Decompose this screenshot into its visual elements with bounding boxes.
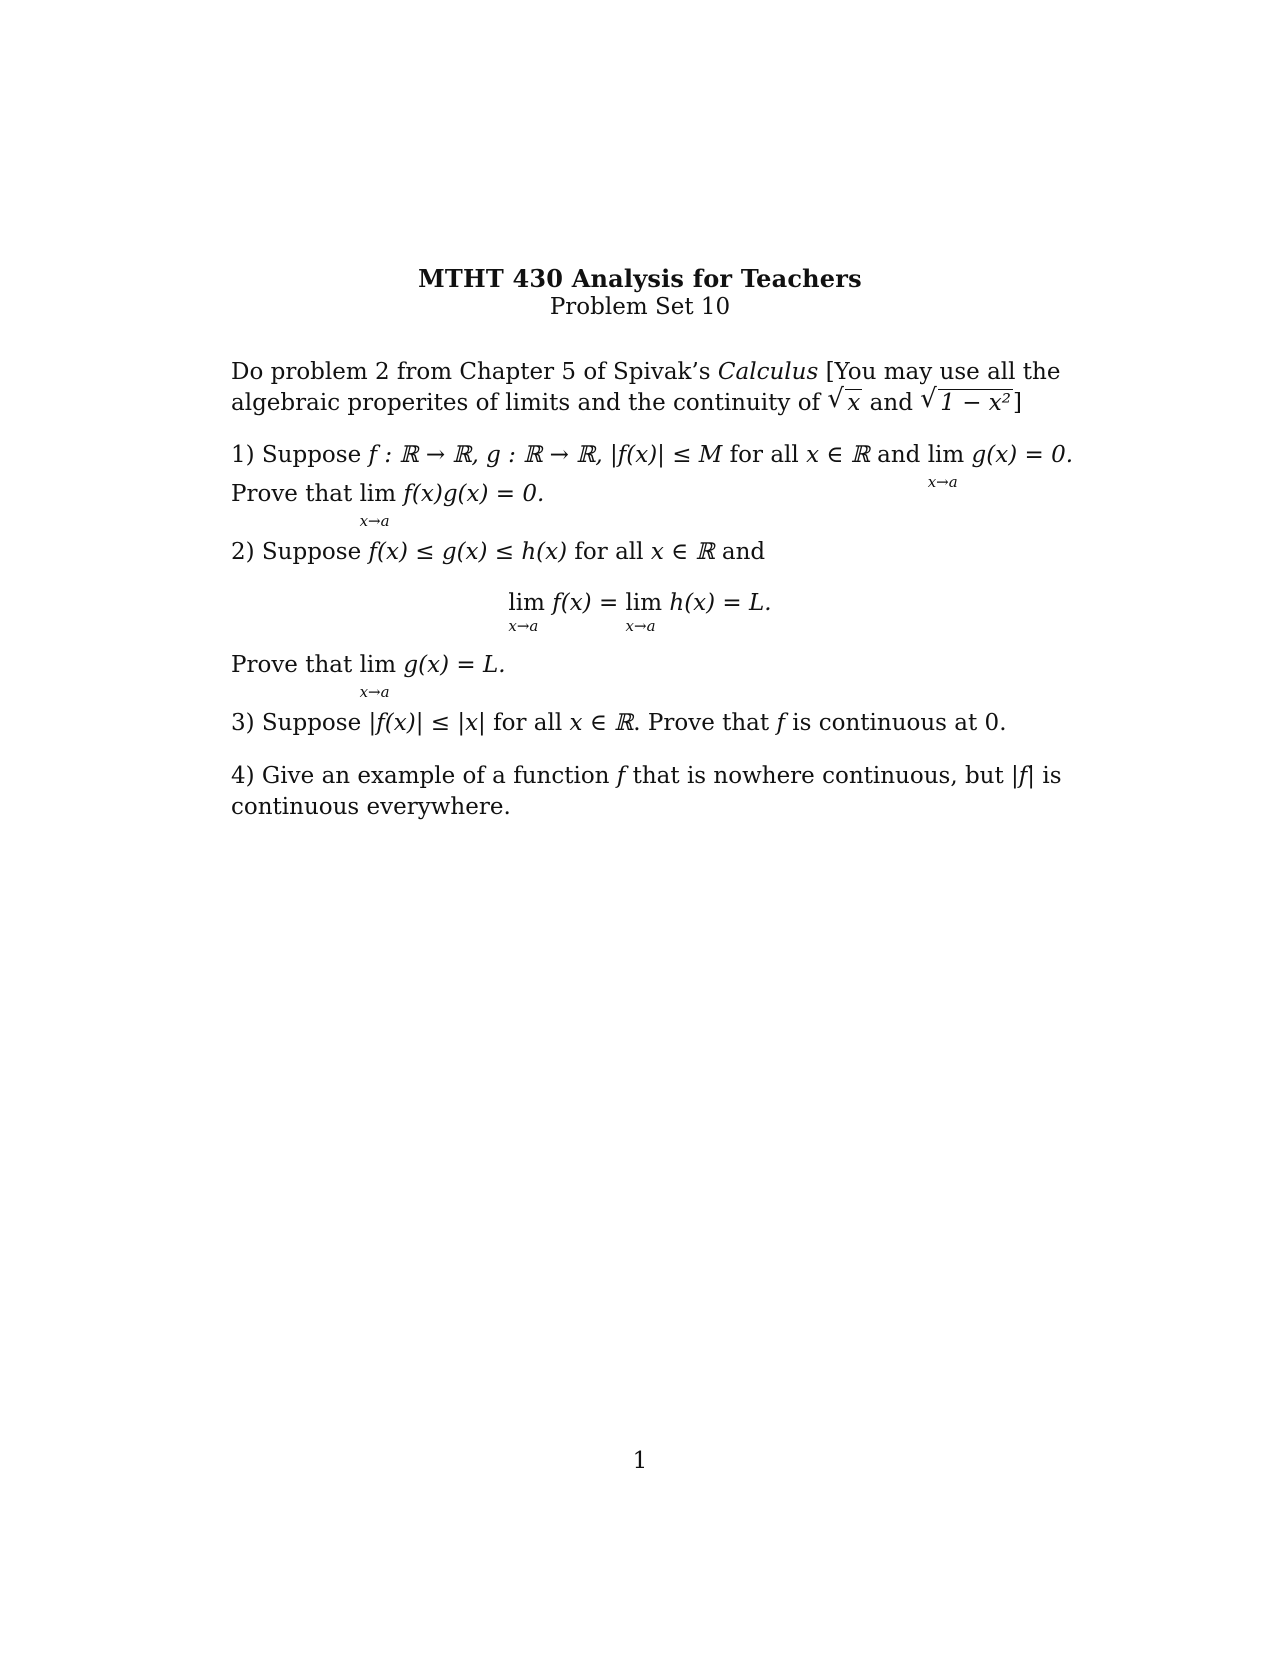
limit-operator: lim x→a (359, 481, 397, 530)
squeeze-equation: lim x→a f(x) = lim x→a h(x) = L. (508, 590, 772, 635)
intro-line-2 (231, 384, 1045, 419)
problem-4-line-2: continuous everywhere. (231, 794, 511, 820)
problem-3 (231, 708, 1045, 739)
intro-text: Do problem 2 from Chapter 5 of Spivak’s (231, 359, 718, 385)
problem-2 (231, 537, 1045, 568)
problem-1 (231, 440, 1074, 530)
intro-text: algebraic properites of limits and the continuity of (231, 390, 828, 416)
sqrt-x: √ x (827, 384, 861, 416)
limit-operator: lim x→a (508, 590, 545, 635)
page-number: 1 (632, 1448, 648, 1474)
problem-2-prove (231, 650, 1045, 701)
problem-3-line: 3) Suppose |f(x)| ≤ |x| for all x ∈ ℝ. Prove that f is continuous at 0. (231, 710, 1007, 736)
limit-operator: lim x→a (359, 652, 397, 701)
intro-text: [You may use all the (818, 359, 1061, 385)
document-title: MTHT 430 Analysis for Teachers (418, 264, 862, 293)
sqrt-one-minus-x-squared: √ 1 − x² (920, 384, 1011, 416)
problem-1-line-2: Prove that lim x→a f(x)g(x) = 0. (231, 481, 545, 530)
book-title: Calculus (717, 359, 819, 385)
problem-4 (231, 761, 1062, 823)
problem-4-line-1: 4) Give an example of a function f that is nowhere continuous, but |f| is (231, 763, 1062, 789)
document-subtitle: Problem Set 10 (549, 294, 731, 320)
problem-2-line-1: 2) Suppose f(x) ≤ g(x) ≤ h(x) for all x ∈ ℝ and (231, 539, 766, 565)
limit-operator: lim x→a (625, 590, 663, 635)
limit-operator: lim x→a (927, 442, 965, 491)
problem-1-line-1: 1) Suppose f : ℝ → ℝ, g : ℝ → ℝ, |f(x)| ≤ M for all x ∈ ℝ and lim x→a g(x) = 0. (231, 442, 1074, 491)
intro-paragraph (231, 357, 1061, 419)
intro-text: and (862, 390, 921, 416)
problem-2-prove-line: Prove that lim x→a g(x) = L. (231, 652, 506, 701)
intro-text: ] (1012, 390, 1022, 416)
